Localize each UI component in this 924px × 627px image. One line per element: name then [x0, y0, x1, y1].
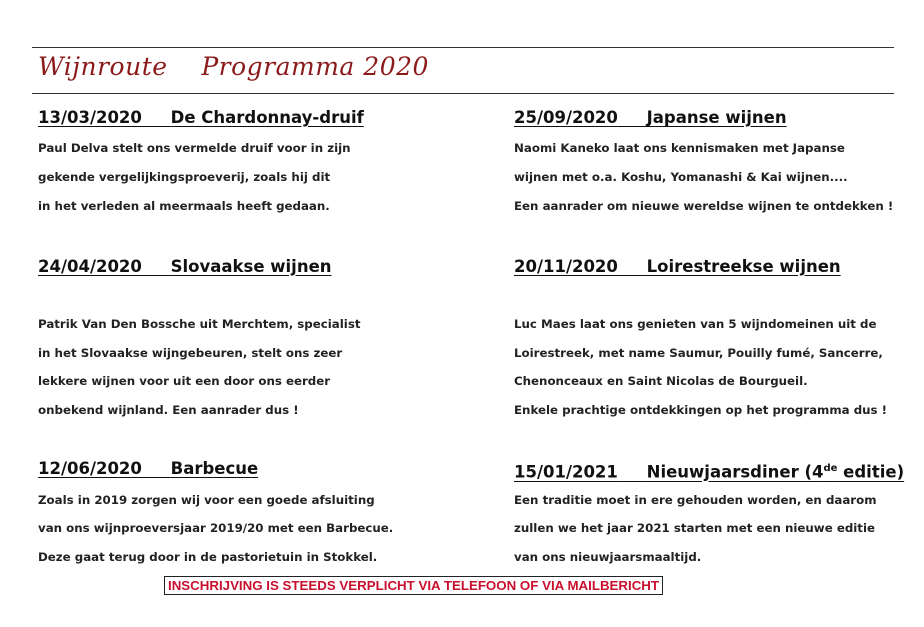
event-heading — [38, 108, 438, 128]
event-text-line: wijnen met o.a. Koshu, Yomanashi & Kai wijnen.... — [514, 170, 848, 184]
event-text-line: Een traditie moet in ere gehouden worden, en daarom — [514, 493, 877, 507]
event-text-line: Paul Delva stelt ons vermelde druif voor in zijn — [38, 141, 351, 155]
event-text-line: zullen we het jaar 2021 starten met een nieuwe editie — [514, 521, 875, 535]
event-name: Barbecue — [170, 459, 259, 478]
registration-notice: INSCHRIJVING IS STEEDS VERPLICHT VIA TELEFOON OF VIA MAILBERICHT — [164, 576, 663, 595]
event-text-line: gekende vergelijkingsproeverij, zoals hij dit — [38, 170, 331, 184]
event-nieuwjaarsdiner — [514, 459, 914, 569]
page-title: Wijnroute Programma 2020 — [38, 52, 429, 81]
event-text-line: Deze gaat terug door in de pastorietuin in Stokkel. — [38, 550, 378, 564]
event-heading — [38, 459, 438, 479]
event-date: 25/09/2020 — [514, 108, 618, 127]
event-name-superscript: de — [823, 463, 838, 474]
event-loirestreekse-wijnen — [514, 257, 914, 427]
event-heading — [514, 459, 914, 483]
event-japanse-wijnen — [514, 108, 914, 218]
event-name: Nieuwjaarsdiner (4 — [646, 462, 824, 482]
event-text-line: Luc Maes laat ons genieten van 5 wijndomeinen uit de — [514, 317, 877, 331]
event-text-line: Naomi Kaneko laat ons kennismaken met Japanse — [514, 141, 845, 155]
event-heading — [514, 108, 914, 128]
event-text-line: Patrik Van Den Bossche uit Merchtem, specialist — [38, 317, 361, 331]
event-chardonnay — [38, 108, 438, 218]
event-text-line: in het Slovaakse wijngebeuren, stelt ons zeer — [38, 346, 343, 360]
event-heading — [38, 257, 438, 277]
event-date: 12/06/2020 — [38, 459, 142, 478]
event-slovaakse-wijnen — [38, 257, 438, 427]
event-date: 15/01/2021 — [514, 462, 618, 482]
event-date: 13/03/2020 — [38, 108, 142, 127]
event-heading — [514, 257, 914, 277]
event-date: 20/11/2020 — [514, 257, 618, 276]
event-name-suffix: editie) — [837, 462, 905, 482]
event-barbecue — [38, 459, 438, 569]
event-text-line: Chenonceaux en Saint Nicolas de Bourgueil. — [514, 374, 808, 388]
event-name: Slovaakse wijnen — [170, 257, 332, 276]
event-text-line: onbekend wijnland. Een aanrader dus ! — [38, 403, 299, 417]
event-text-line: Loirestreek, met name Saumur, Pouilly fumé, Sancerre, — [514, 346, 883, 360]
event-text-line: lekkere wijnen voor uit een door ons eerder — [38, 374, 331, 388]
bottom-rule — [32, 93, 894, 94]
event-name: Japanse wijnen — [646, 108, 787, 127]
event-text-line: van ons nieuwjaarsmaaltijd. — [514, 550, 702, 564]
event-text-line: Enkele prachtige ontdekkingen op het programma dus ! — [514, 403, 888, 417]
event-text-line: Een aanrader om nieuwe wereldse wijnen te ontdekken ! — [514, 199, 894, 213]
event-name: Loirestreekse wijnen — [646, 257, 841, 276]
event-text-line: van ons wijnproeversjaar 2019/20 met een Barbecue. — [38, 521, 394, 535]
event-name: De Chardonnay-druif — [170, 108, 364, 127]
top-rule — [32, 47, 894, 48]
event-text-line: in het verleden al meermaals heeft gedaan. — [38, 199, 330, 213]
event-text-line: Zoals in 2019 zorgen wij voor een goede afsluiting — [38, 493, 375, 507]
event-date: 24/04/2020 — [38, 257, 142, 276]
